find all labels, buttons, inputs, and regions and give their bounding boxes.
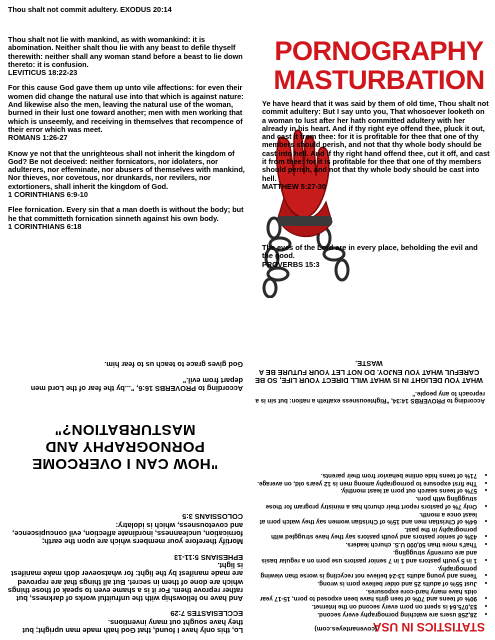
upside-down-section [0,330,495,640]
header-verse [8,6,308,14]
proverbs-note: According to PROVERBS 14:34, "Righteousness exalteth a nation: but sin is a reproach to any people." [255,389,485,404]
verse-text: Thou shalt not lie with mankind, as with womankind: it is abomination. Neither shalt thou lie with any beast to defile thyself therewith: neither shall any woman stand before a beast to lie down thereto: it is confusion. [8,35,243,69]
verse-text: Flee fornication. Every sin that a man doeth is without the body; but he that committeth fornication sinneth against his own body. [8,205,244,223]
verse-ref: PROVERBS 15:3 [262,259,320,269]
list-item: • 64% of Christian men and 15% of Christian women say they watch porn at least once a month. [253,510,477,525]
statistics-title: STATISTICS IN USA [372,620,485,634]
warning-text: WHAT YOU DELIGHT IN IS WHAT WILL DIRECT YOUR LIFE, SO BE CAREFUL WHAT YOU ENJOY. DO NOT LET YOUR FUTURE BE A WASTE. [255,359,483,385]
verse-ref: MATTHEW 5:27-30 [262,181,326,191]
list-item: • Only 7% of pastors report their church has a ministry program for those struggling with porn. [253,495,477,510]
title-banner [268,36,490,96]
list-item: • 1 in 5 youth pastors and 1 in 7 senior pastors use porn on a regular basis and are currently struggling. [253,549,477,564]
verse-ref: LEVITICUS 18:22-23 [8,68,78,78]
statistics-source: (covenanteyes.com) [314,625,377,632]
flipped-verse-column [7,512,243,634]
list-item: • 57% of teens search out porn at least monthly. [253,487,477,494]
verse-text: For this cause God gave them up unto vile affections: for even their women did change the natural use into that which is against nature: And likewise also the men, leaving the natural use of the woman, burned in their lust one toward another; men with men working that which is unseemly, and receiving in themselves that recompence of their error which was meet. [8,83,244,134]
verse-ref: ROMANS 1:26-27 [8,133,68,143]
verse-text: Ye have heard that it was said by them of old time, Thou shalt not commit adultery: But I say unto you, That whosoever looketh on a woman to lust after her hath committed adultery with her already in his heart. And if thy right eye offend thee, pluck it out, and cast it from thee: for it is profitable for thee that one of thy members should perish, and not that thy whole body should be cast into hell. And if thy right hand offend thee, cut it off, and cast it from thee: for it is profitable for thee that one of thy members should perish, and not that thy whole body should be cast into hell. [262,99,490,183]
list-item: • Teens and young adults 13-24 believe not recycling is worse than viewing pornography. [253,564,477,579]
verse-ref: COLOSSIANS 3:5 [182,512,243,522]
question-heading: "HOW CAN I OVERCOME PORNOGRAPHY AND MASTURBATION?" [31,421,219,472]
verse-text: Know ye not that the unrighteous shall not inherit the kingdom of God? Be not deceived: neither fornicators, nor idolaters, nor adulterers, nor effeminate, nor abusers of themselves with mankind, Nor thieves, nor covetous, nor drunkards, nor revilers, nor extortioners, shall inherit the kingdom of God. [8,148,245,191]
verse-text: The eyes of the Lord are in every place, beholding the evil and the good. [262,243,478,261]
header-verse-text: Thou shalt not commit adultery. EXODUS 20:14 [8,5,172,14]
verse-ref: ECCLESIASTES 7:29 [170,609,243,619]
list-item: • 90% of teens and 70% of teen girls have been exposed to porn, 15-17 year olds have many hard-core exposures. [253,587,477,602]
answer-line: According to PROVERBS 16:6, "...by the fear of the Lord men depart from evil." [30,375,243,393]
right-verse-column-2 [262,244,490,269]
left-verse-column [8,36,246,231]
answer-text [7,360,243,392]
list-item: • The first exposure to pornography among men is 12 years old, on average. [253,479,477,486]
title-line-2: MASTURBATION [273,65,485,95]
right-verse-column [262,100,490,191]
list-item: • 43% of senior pastors and youth pastors say they have struggled with pornography in the past. [253,526,477,541]
list-item: • $3,075.64 is spent on porn every second on the Internet. [253,603,477,610]
list-item: • Just 55% of adults 25 and older believe porn is wrong. [253,579,477,586]
verse-text: And have no fellowship with the unfruitful works of darkness, but rather reprove them. For it is a shame even to speak of those things which are done of them in secret. But all things that are reproved are made manifest by the light: for whatsoever doth make manifest is light. [7,560,243,604]
verse-text: Mortify therefore your members which are upon the earth; fornication, uncleanness, inordinate affection, evil concupiscence, and covetousness, which is idolatry: [12,520,243,547]
verse-ref: 1 CORINTHIANS 6:18 [8,221,82,231]
verse-ref: 1 CORINTHIANS 6:9-10 [8,190,88,200]
title-line-1: PORNOGRAPHY [274,36,484,66]
list-item: • 28,258 users are watching pornography every second. [253,611,477,618]
list-item: • That's more than 50,000 U.S. church leaders. [253,541,477,548]
answer-line: God gives grace to teach us to fear him. [104,360,243,370]
verse-ref: EPHESIANS 5:11-13 [174,552,243,562]
list-item: • 71% of teens hide online behavior from their parents. [253,471,477,478]
verse-text: Lo, this only have I found, that God hath made man upright; but they have sought out many inventions. [22,617,243,635]
statistics-list [253,471,485,618]
